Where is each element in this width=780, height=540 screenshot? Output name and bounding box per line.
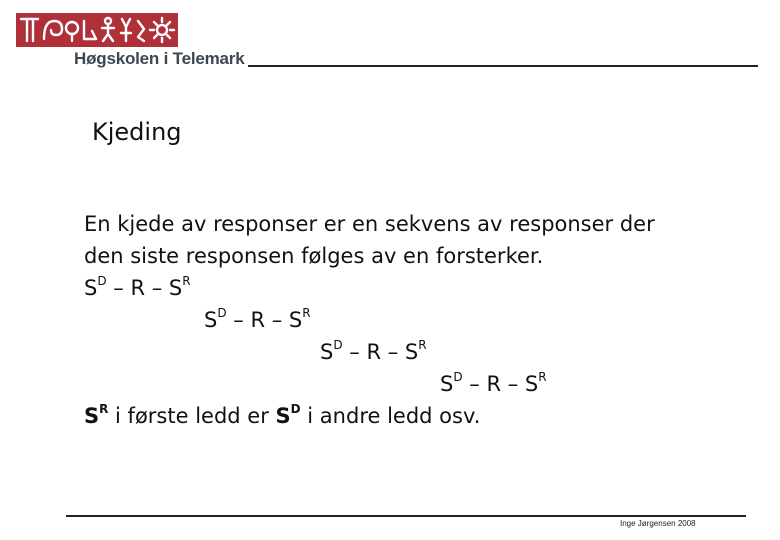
- slide-title: Kjeding: [92, 118, 182, 146]
- reinforcer-superscript: R: [538, 370, 547, 384]
- footer-author: Inge Jørgensen 2008: [620, 519, 696, 528]
- summary-reinforcer-superscript: R: [99, 402, 109, 416]
- chain-step-4: [440, 372, 547, 396]
- chain-step-1: [84, 276, 191, 300]
- response-link: – R –: [462, 372, 525, 396]
- stimulus-superscript: D: [97, 274, 107, 288]
- institution-name: Høgskolen i Telemark: [74, 49, 245, 68]
- summary-end-text: i andre ledd osv.: [300, 404, 481, 428]
- summary-middle-text: i første ledd er: [108, 404, 276, 428]
- rock-carving-logo-icon: [16, 13, 178, 47]
- response-link: – R –: [106, 276, 169, 300]
- discriminative-stimulus: S: [440, 372, 454, 396]
- discriminative-stimulus: S: [320, 340, 334, 364]
- reinforcer: S: [524, 372, 539, 396]
- discriminative-stimulus: S: [204, 308, 218, 332]
- header-divider: [248, 65, 758, 67]
- summary-stimulus: S: [275, 404, 291, 428]
- reinforcer-superscript: R: [418, 338, 427, 352]
- chain-step-3: [320, 340, 427, 364]
- summary-reinforcer: S: [84, 404, 100, 428]
- reinforcer: S: [404, 340, 419, 364]
- stimulus-superscript: D: [217, 306, 227, 320]
- reinforcer-superscript: R: [302, 306, 311, 320]
- summary-line: [84, 404, 480, 428]
- stimulus-superscript: D: [333, 338, 343, 352]
- reinforcer: S: [288, 308, 303, 332]
- paragraph-line-1: En kjede av responser er en sekvens av responser der: [84, 212, 655, 236]
- stimulus-superscript: D: [453, 370, 463, 384]
- reinforcer: S: [168, 276, 183, 300]
- response-link: – R –: [342, 340, 405, 364]
- paragraph-line-2: den siste responsen følges av en forsterker.: [84, 244, 544, 268]
- response-link: – R –: [226, 308, 289, 332]
- reinforcer-superscript: R: [182, 274, 191, 288]
- footer-divider: [66, 515, 746, 517]
- chain-step-2: [204, 308, 311, 332]
- summary-stimulus-superscript: D: [290, 402, 301, 416]
- discriminative-stimulus: S: [84, 276, 98, 300]
